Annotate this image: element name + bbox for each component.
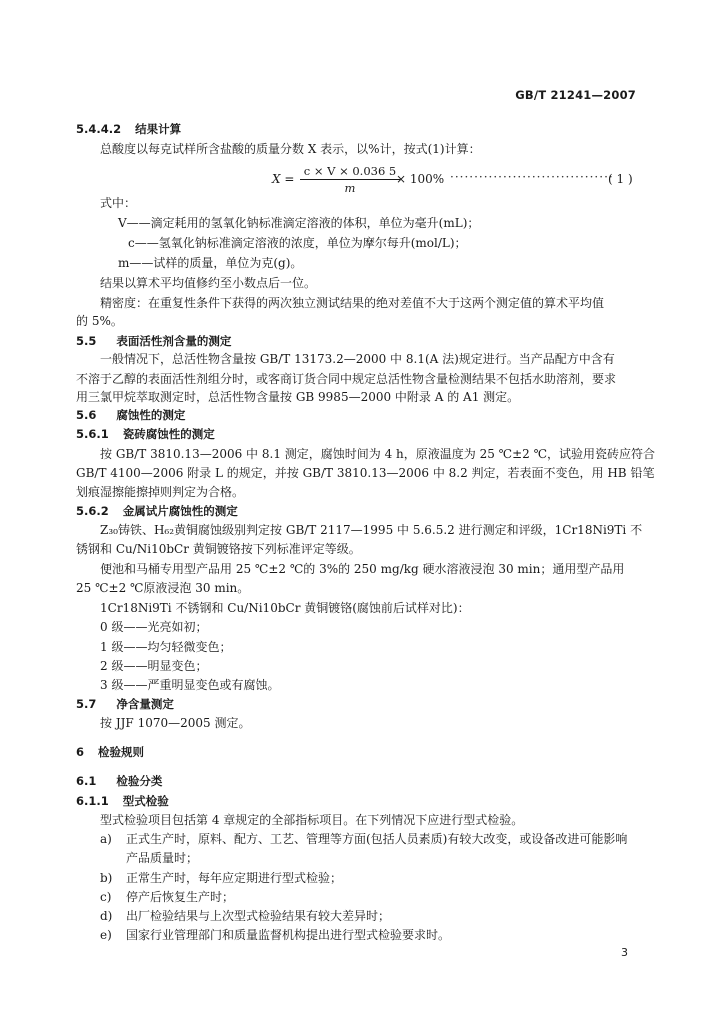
standard-code: GB/T 21241—2007: [515, 88, 636, 102]
equation-number: ( 1 ): [608, 172, 633, 186]
section-number: 6.1: [76, 774, 97, 788]
paragraph: 锈钢和 Cu/Ni10bCr 黄铜镀铬按下列标准评定等级。: [76, 542, 361, 556]
list-label: c): [100, 890, 112, 904]
list-text: 出厂检验结果与上次型式检验结果有较大差异时；: [126, 909, 391, 923]
section-number: 5.6: [76, 408, 97, 422]
paragraph: Z₃₀铸铁、H₆₂黄铜腐蚀级别判定按 GB/T 2117—1995 中 5.6.5.2 进行测定和评级，1Cr18Ni9Ti 不: [100, 523, 643, 537]
formula-numerator: c × V × 0.036 5: [300, 164, 400, 180]
section-6-heading: [76, 745, 714, 759]
list-label: d): [100, 909, 113, 923]
section-5-6-heading: [76, 408, 714, 422]
list-text: 正式生产时，原料、配方、工艺、管理等方面(包括人员素质)有较大改变，或设备改进可能影响: [126, 832, 628, 846]
where-label: 式中：: [100, 196, 137, 210]
paragraph: 划痕湿擦能擦掉则判定为合格。: [76, 485, 245, 499]
section-6-1-1-heading: [76, 794, 714, 808]
paragraph: 一般情况下，总活性物含量按 GB/T 13173.2—2000 中 8.1(A 法)规定进行。当产品配方中含有: [100, 352, 615, 366]
section-title: 表面活性剂含量的测定: [116, 334, 232, 348]
paragraph: 型式检验项目包括第 4 章规定的全部指标项目。在下列情况下应进行型式检验。: [100, 813, 524, 827]
paragraph: 25 ℃±2 ℃原液浸泡 30 min。: [76, 581, 250, 595]
formula-lhs: X =: [272, 172, 295, 186]
paragraph: 的 5%。: [76, 314, 123, 328]
section-6-1-heading: [76, 774, 714, 788]
list-label: e): [100, 928, 112, 942]
section-title: 腐蚀性的测定: [116, 408, 186, 422]
section-title: 净含量测定: [116, 697, 174, 711]
section-5-4-4-2-heading: [76, 122, 714, 136]
paragraph: 按 GB/T 3810.13—2006 中 8.1 测定，腐蚀时间为 4 h，原液温度为 25 ℃±2 ℃，试验用瓷砖应符合: [100, 447, 656, 461]
list-text: 停产后恢复生产时；: [126, 890, 235, 904]
list-item: [100, 871, 714, 885]
paragraph: 1Cr18Ni9Ti 不锈钢和 Cu/Ni10bCr 黄铜镀铬(腐蚀前后试样对比)：: [100, 601, 470, 615]
section-number: 5.6.1: [76, 427, 109, 441]
section-number: 6.1.1: [76, 794, 109, 808]
list-item: [100, 928, 714, 942]
section-number: 5.5: [76, 334, 97, 348]
formula-rhs: × 100%: [396, 172, 445, 186]
paragraph: 按 JJF 1070—2005 测定。: [100, 716, 251, 730]
paragraph: 不溶于乙醇的表面活性剂组分时，或客商订货合同中规定总活性物含量检测结果不包括水助溶剂，要求: [76, 372, 617, 386]
grade-item: 3 级——严重明显变色或有腐蚀。: [100, 678, 280, 692]
list-item: [100, 890, 714, 904]
section-title: 结果计算: [135, 122, 182, 136]
paragraph: GB/T 4100—2006 附录 L 的规定，并按 GB/T 3810.13—2006 中 8.2 判定，若表面不变色，用 HB 铅笔: [76, 466, 655, 480]
variable-definition: m——试样的质量，单位为克(g)。: [118, 256, 303, 270]
section-title: 瓷砖腐蚀性的测定: [122, 427, 215, 441]
section-5-7-heading: [76, 697, 714, 711]
grade-item: 1 级——均匀轻微变色；: [100, 640, 232, 654]
section-5-6-2-heading: [76, 504, 714, 518]
paragraph: 结果以算术平均值修约至小数点后一位。: [100, 276, 317, 290]
grade-item: 0 级——光亮如初；: [100, 620, 208, 634]
list-item-continuation: 产品质量时；: [126, 851, 199, 865]
variable-definition: c——氢氧化钠标准滴定溶液的浓度，单位为摩尔每升(mol/L)；: [128, 236, 467, 250]
list-text: 正常生产时，每年应定期进行型式检验；: [126, 871, 343, 885]
section-number: 5.4.4.2: [76, 122, 122, 136]
section-5-5-heading: [76, 334, 714, 348]
paragraph: 总酸度以每克试样所含盐酸的质量分数 X 表示，以%计，按式(1)计算：: [100, 142, 481, 156]
list-item: [100, 832, 714, 846]
section-number: 6: [76, 745, 85, 759]
section-title: 检验规则: [98, 745, 145, 759]
section-number: 5.6.2: [76, 504, 109, 518]
formula-denominator: m: [344, 181, 356, 195]
section-5-6-1-heading: [76, 427, 714, 441]
section-title: 金属试片腐蚀性的测定: [122, 504, 238, 518]
list-label: a): [100, 832, 112, 846]
formula-1: [258, 164, 638, 194]
paragraph: 精密度：在重复性条件下获得的两次独立测试结果的绝对差值不大于这两个测定值的算术平均值: [100, 296, 605, 310]
section-title: 检验分类: [116, 774, 163, 788]
page-number: 3: [621, 946, 628, 959]
section-number: 5.7: [76, 697, 97, 711]
paragraph: 用三氯甲烷萃取测定时，总活性物含量按 GB 9985—2000 中附录 A 的 A1 测定。: [76, 390, 520, 404]
list-label: b): [100, 871, 113, 885]
section-title: 型式检验: [122, 794, 169, 808]
grade-item: 2 级——明显变色；: [100, 659, 208, 673]
list-text: 国家行业管理部门和质量监督机构提出进行型式检验要求时。: [126, 928, 451, 942]
variable-definition: V——滴定耗用的氢氧化钠标准滴定溶液的体积，单位为毫升(mL)；: [118, 216, 480, 230]
list-item: [100, 909, 714, 923]
formula-leader-dots: ··································: [450, 170, 614, 184]
formula-fraction: [300, 164, 400, 195]
paragraph: 便池和马桶专用型产品用 25 ℃±2 ℃的 3%的 250 mg/kg 硬水溶液浸泡 30 min；通用型产品用: [100, 562, 625, 576]
